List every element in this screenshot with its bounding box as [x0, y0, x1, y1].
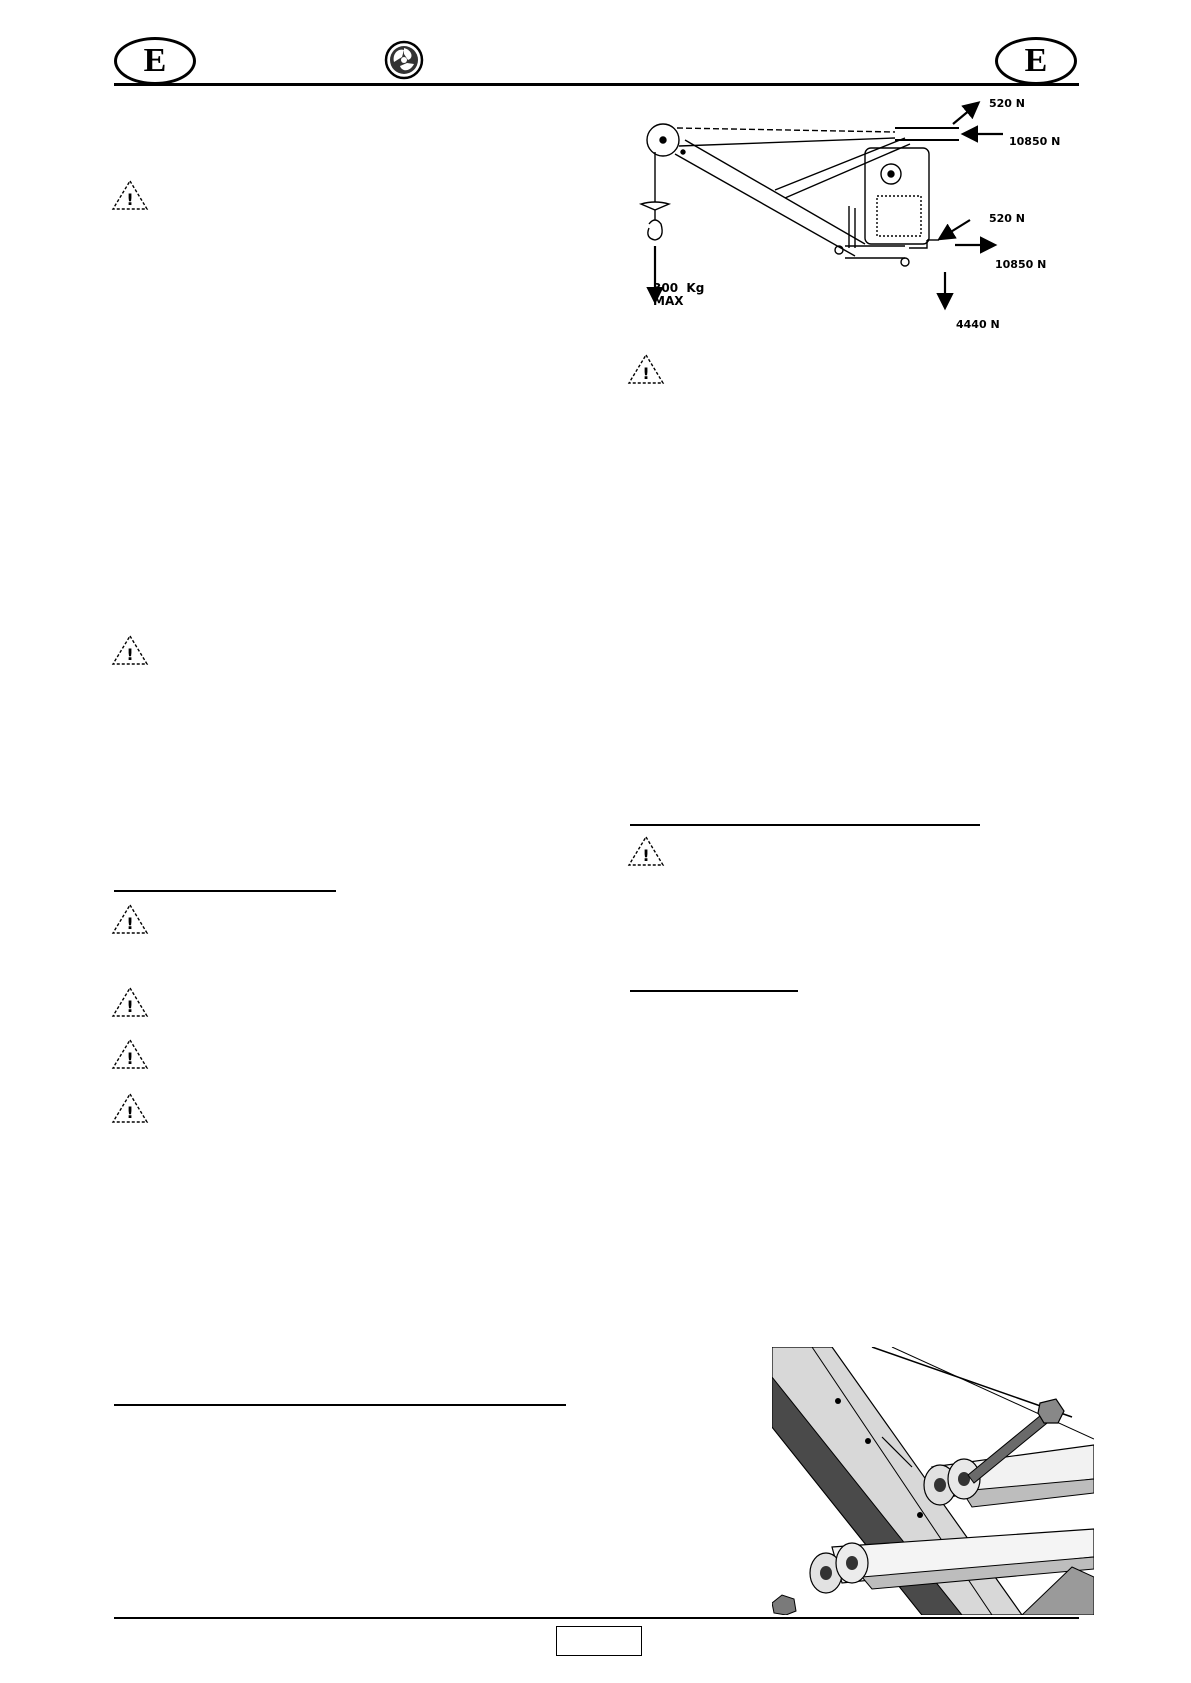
- warning-triangle-icon: [626, 834, 666, 868]
- svg-text:!: !: [126, 645, 134, 664]
- warning-triangle-icon: [110, 902, 150, 936]
- language-badge-left: [114, 37, 196, 85]
- warning-triangle-icon: [110, 178, 150, 212]
- force-label: 520 N: [989, 212, 1025, 225]
- warning-triangle-icon: [626, 352, 666, 386]
- section-underline: [114, 1404, 566, 1406]
- language-badge-right: [995, 37, 1077, 85]
- force-label: 10850 N: [1009, 135, 1061, 148]
- footer-rule: [114, 1617, 1079, 1619]
- svg-text:!: !: [126, 190, 134, 209]
- load-capacity-label: [653, 282, 704, 308]
- load-capacity-line1: 300 Kg: [653, 281, 705, 295]
- warning-triangle-icon: [110, 633, 150, 667]
- svg-text:!: !: [126, 914, 134, 933]
- language-badge-left-text: E: [143, 42, 167, 79]
- force-label: 4440 N: [956, 318, 1000, 331]
- page-number-box: [556, 1626, 642, 1656]
- warning-triangle-icon: [110, 1037, 150, 1071]
- svg-text:!: !: [126, 997, 134, 1016]
- force-label: 10850 N: [995, 258, 1047, 271]
- section-underline: [630, 824, 980, 826]
- svg-text:!: !: [126, 1103, 134, 1122]
- company-logo-icon: [384, 40, 424, 80]
- svg-text:!: !: [642, 364, 650, 383]
- force-label: 520 N: [989, 97, 1025, 110]
- section-underline: [630, 990, 798, 992]
- svg-text:!: !: [642, 846, 650, 865]
- warning-triangle-icon: [110, 1091, 150, 1125]
- warning-triangle-icon: [110, 985, 150, 1019]
- header-rule: [114, 83, 1079, 86]
- load-capacity-line2: MAX: [653, 294, 684, 308]
- language-badge-right-text: E: [1024, 42, 1048, 79]
- section-underline: [114, 890, 336, 892]
- svg-text:!: !: [126, 1049, 134, 1068]
- bolt-assembly-illustration: [772, 1347, 1094, 1615]
